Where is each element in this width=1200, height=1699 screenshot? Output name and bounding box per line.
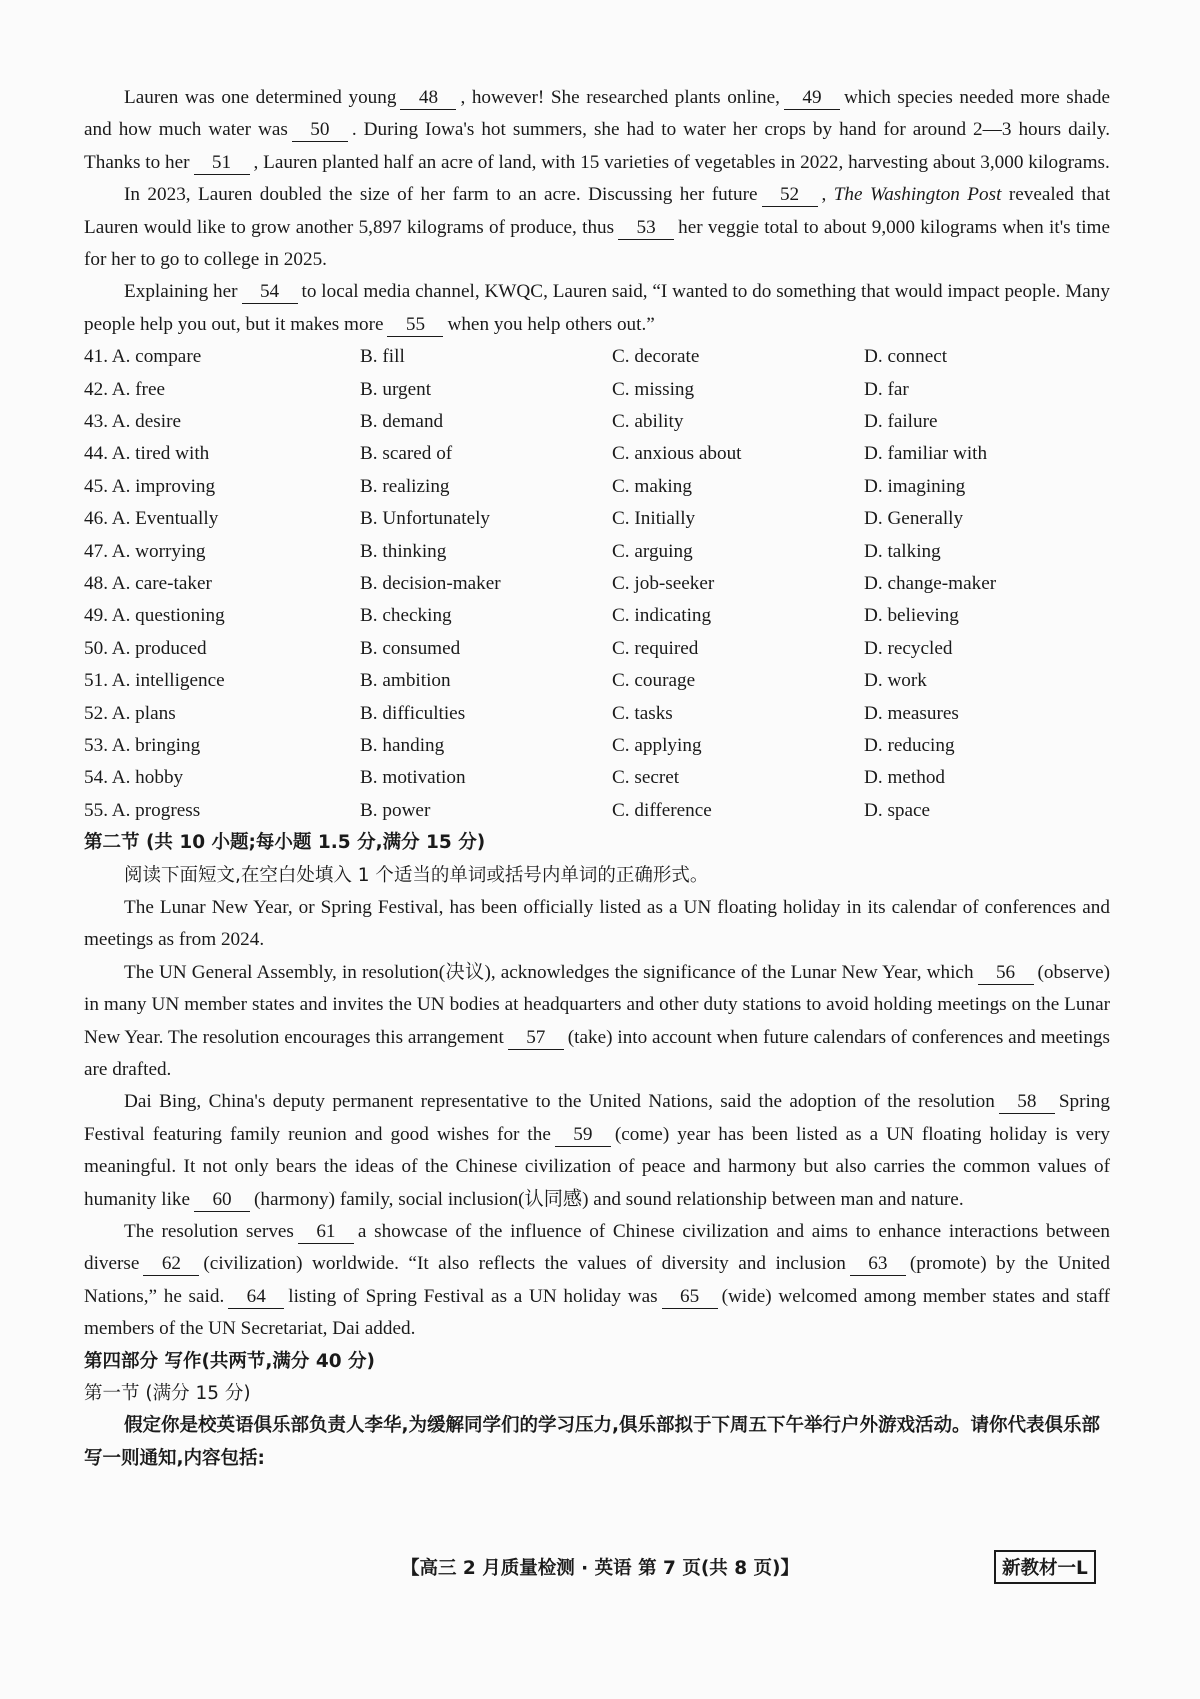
option-row	[84, 471, 1110, 503]
option-a: 43. A. desire	[84, 411, 181, 433]
option-c: C. anxious about	[612, 443, 742, 465]
option-d: D. believing	[864, 605, 959, 627]
option-d: D. reducing	[864, 734, 955, 756]
option-d: D. familiar with	[864, 443, 988, 465]
option-a: 49. A. questioning	[84, 605, 225, 627]
option-c: C. Initially	[612, 508, 696, 530]
text-run: when you help others out.”	[447, 313, 655, 335]
text-run: (promote) by the United Nations,” he said.	[84, 1253, 1111, 1307]
option-b: B. scared of	[360, 443, 453, 465]
option-d: D. method	[864, 767, 946, 789]
text-run: (harmony) family, social inclusion(认同感) and sound relationship between man and nature.	[254, 1188, 964, 1210]
blank-52: 52	[762, 184, 818, 207]
option-a: 46. A. Eventually	[84, 508, 219, 530]
option-d: D. failure	[864, 411, 938, 433]
text-run: The UN General Assembly, in resolution(决议), acknowledges the significance of the Lunar New Year, which	[124, 961, 974, 983]
option-row	[84, 698, 1110, 730]
blank-62: 62	[143, 1253, 199, 1276]
grammar-paragraph-1: The Lunar New Year, or Spring Festival, has been officially listed as a UN floating holiday in its calendar of conferences and meetings as from 2024.	[84, 896, 1110, 951]
option-a: 54. A. hobby	[84, 767, 184, 789]
footer-page-info: 【高三 2 月质量检测 · 英语 第 7 页(共 8 页)】	[400, 1558, 800, 1579]
page-content	[84, 82, 1110, 1475]
text-run: (take) into account when future calendars of conferences and meetings are drafted.	[84, 1026, 1110, 1080]
text-run: (observe) in many UN member states and invites the UN bodies at headquarters and other duty stations to avoid holding meetings on the Lunar New Year. The resolution encourages this arrangement	[84, 961, 1110, 1048]
option-row	[84, 762, 1110, 794]
text-run: Lauren was one determined young	[124, 87, 397, 108]
text-run: The resolution serves	[124, 1220, 294, 1242]
option-b: B. power	[360, 799, 431, 821]
text-run: which species needed more shade and how much water was	[84, 87, 1110, 141]
part-4-section-1-heading: 第一节 (满分 15 分)	[84, 1383, 251, 1405]
blank-64: 64	[228, 1286, 284, 1309]
option-row	[84, 406, 1110, 438]
option-row	[84, 665, 1110, 697]
blank-56: 56	[978, 962, 1034, 985]
option-b: B. motivation	[360, 767, 466, 789]
passage-paragraph-3	[84, 276, 1110, 341]
option-d: D. far	[864, 378, 909, 400]
option-row	[84, 795, 1110, 827]
option-b: B. ambition	[360, 670, 451, 692]
blank-51: 51	[194, 152, 250, 175]
option-c: C. indicating	[612, 605, 712, 627]
option-a: 42. A. free	[84, 378, 165, 400]
blank-50: 50	[292, 119, 348, 142]
part-4-heading: 第四部分 写作(共两节,满分 40 分)	[84, 1350, 376, 1372]
option-c: C. decorate	[612, 346, 700, 368]
option-d: D. measures	[864, 702, 959, 724]
option-a: 44. A. tired with	[84, 443, 210, 465]
option-row	[84, 568, 1110, 600]
blank-54: 54	[242, 281, 298, 304]
option-c: C. applying	[612, 734, 702, 756]
option-row	[84, 374, 1110, 406]
blank-61: 61	[298, 1221, 354, 1244]
option-row	[84, 503, 1110, 535]
option-a: 41. A. compare	[84, 346, 202, 368]
text-run: ,	[821, 184, 827, 206]
blank-57: 57	[508, 1027, 564, 1050]
option-b: B. realizing	[360, 475, 450, 497]
passage-paragraph-1	[84, 82, 1110, 179]
option-d: D. change-maker	[864, 572, 997, 594]
option-a: 53. A. bringing	[84, 734, 201, 756]
option-b: B. urgent	[360, 378, 432, 400]
option-c: C. tasks	[612, 702, 673, 724]
option-d: D. talking	[864, 540, 941, 562]
option-c: C. difference	[612, 799, 712, 821]
footer-edition-tag: 新教材一L	[994, 1550, 1096, 1584]
option-row	[84, 633, 1110, 665]
option-b: B. demand	[360, 411, 444, 433]
option-b: B. decision-maker	[360, 572, 501, 594]
text-run: . During Iowa's hot summers, she had to water her crops by hand for around 2—3 hours daily. Thanks to her	[84, 119, 1111, 173]
text-run: Spring Festival featuring family reunion and good wishes for the	[84, 1091, 1110, 1145]
blank-63: 63	[850, 1253, 906, 1276]
blank-59: 59	[555, 1124, 611, 1147]
option-d: D. recycled	[864, 637, 953, 659]
grammar-paragraph-2	[84, 957, 1110, 1087]
text-run: listing of Spring Festival as a UN holiday was	[288, 1285, 658, 1307]
option-b: B. handing	[360, 734, 445, 756]
option-a: 47. A. worrying	[84, 540, 206, 562]
blank-48: 48	[400, 87, 456, 110]
page-footer	[0, 1550, 1200, 1586]
option-c: C. job-seeker	[612, 572, 715, 594]
option-b: B. consumed	[360, 637, 461, 659]
blank-49: 49	[784, 87, 840, 110]
option-row	[84, 438, 1110, 470]
option-b: B. thinking	[360, 540, 447, 562]
blank-58: 58	[999, 1091, 1055, 1114]
blank-55: 55	[387, 314, 443, 337]
option-d: D. space	[864, 799, 931, 821]
blank-65: 65	[662, 1286, 718, 1309]
text-run: to local media channel, KWQC, Lauren said, “I wanted to do something that would impact people. Many people help you out, but it makes more	[84, 281, 1110, 335]
section-2-instruction: 阅读下面短文,在空白处填入 1 个适当的单词或括号内单词的正确形式。	[124, 864, 709, 886]
option-c: C. secret	[612, 767, 680, 789]
option-d: D. connect	[864, 346, 948, 368]
text-run: revealed that Lauren would like to grow another 5,897 kilograms of produce, thus	[84, 184, 1111, 238]
option-a: 51. A. intelligence	[84, 670, 225, 692]
option-row	[84, 536, 1110, 568]
grammar-paragraph-4	[84, 1216, 1110, 1346]
text-run: Explaining her	[124, 281, 238, 303]
text-run: , Lauren planted half an acre of land, with 15 varieties of vegetables in 2022, harvesting about 3,000 kilograms.	[253, 151, 1110, 173]
option-b: B. difficulties	[360, 702, 466, 724]
grammar-paragraph-3	[84, 1086, 1110, 1216]
text-run: In 2023, Lauren doubled the size of her farm to an acre. Discussing her future	[124, 184, 758, 206]
option-d: D. work	[864, 670, 927, 692]
options-list	[84, 341, 1110, 827]
option-c: C. making	[612, 475, 692, 497]
option-d: D. Generally	[864, 508, 964, 530]
newspaper-name: The Washington Post	[833, 184, 1002, 206]
text-run: (come) year has been listed as a UN floating holiday is very meaningful. It not only bears the ideas of the Chinese civilization of peace and harmony but also carries the common values of humanity like	[84, 1123, 1110, 1210]
option-b: B. fill	[360, 346, 405, 368]
section-2-heading: 第二节 (共 10 小题;每小题 1.5 分,满分 15 分)	[84, 832, 486, 854]
text-run: Dai Bing, China's deputy permanent representative to the United Nations, said the adoption of the resolution	[124, 1091, 995, 1113]
text-run: a showcase of the influence of Chinese civilization and aims to enhance interactions between diverse	[84, 1220, 1110, 1275]
option-c: C. ability	[612, 411, 684, 433]
option-row	[84, 341, 1110, 373]
passage-paragraph-2	[84, 179, 1110, 276]
text-run: (wide) welcomed among member states and staff members of the UN Secretariat, Dai added.	[84, 1285, 1110, 1340]
option-c: C. arguing	[612, 540, 693, 562]
blank-60: 60	[194, 1189, 250, 1212]
text-run: (civilization) worldwide. “It also reflects the values of diversity and inclusion	[203, 1253, 846, 1275]
option-row	[84, 600, 1110, 632]
option-b: B. checking	[360, 605, 452, 627]
option-b: B. Unfortunately	[360, 508, 491, 530]
option-c: C. missing	[612, 378, 695, 400]
option-a: 50. A. produced	[84, 637, 207, 659]
writing-task-prompt: 假定你是校英语俱乐部负责人李华,为缓解同学们的学习压力,俱乐部拟于下周五下午举行户外游戏活动。请你代表俱乐部写一则通知,内容包括:	[84, 1415, 1101, 1469]
option-a: 45. A. improving	[84, 475, 216, 497]
text-run: , however! She researched plants online,	[460, 87, 780, 108]
option-c: C. required	[612, 637, 699, 659]
option-a: 48. A. care-taker	[84, 572, 212, 594]
option-c: C. courage	[612, 670, 696, 692]
text-run: her veggie total to about 9,000 kilograms when it's time for her to go to college in 2025.	[84, 216, 1110, 271]
option-row	[84, 730, 1110, 762]
option-a: 55. A. progress	[84, 799, 201, 821]
option-d: D. imagining	[864, 475, 966, 497]
blank-53: 53	[618, 217, 674, 240]
option-a: 52. A. plans	[84, 702, 176, 724]
